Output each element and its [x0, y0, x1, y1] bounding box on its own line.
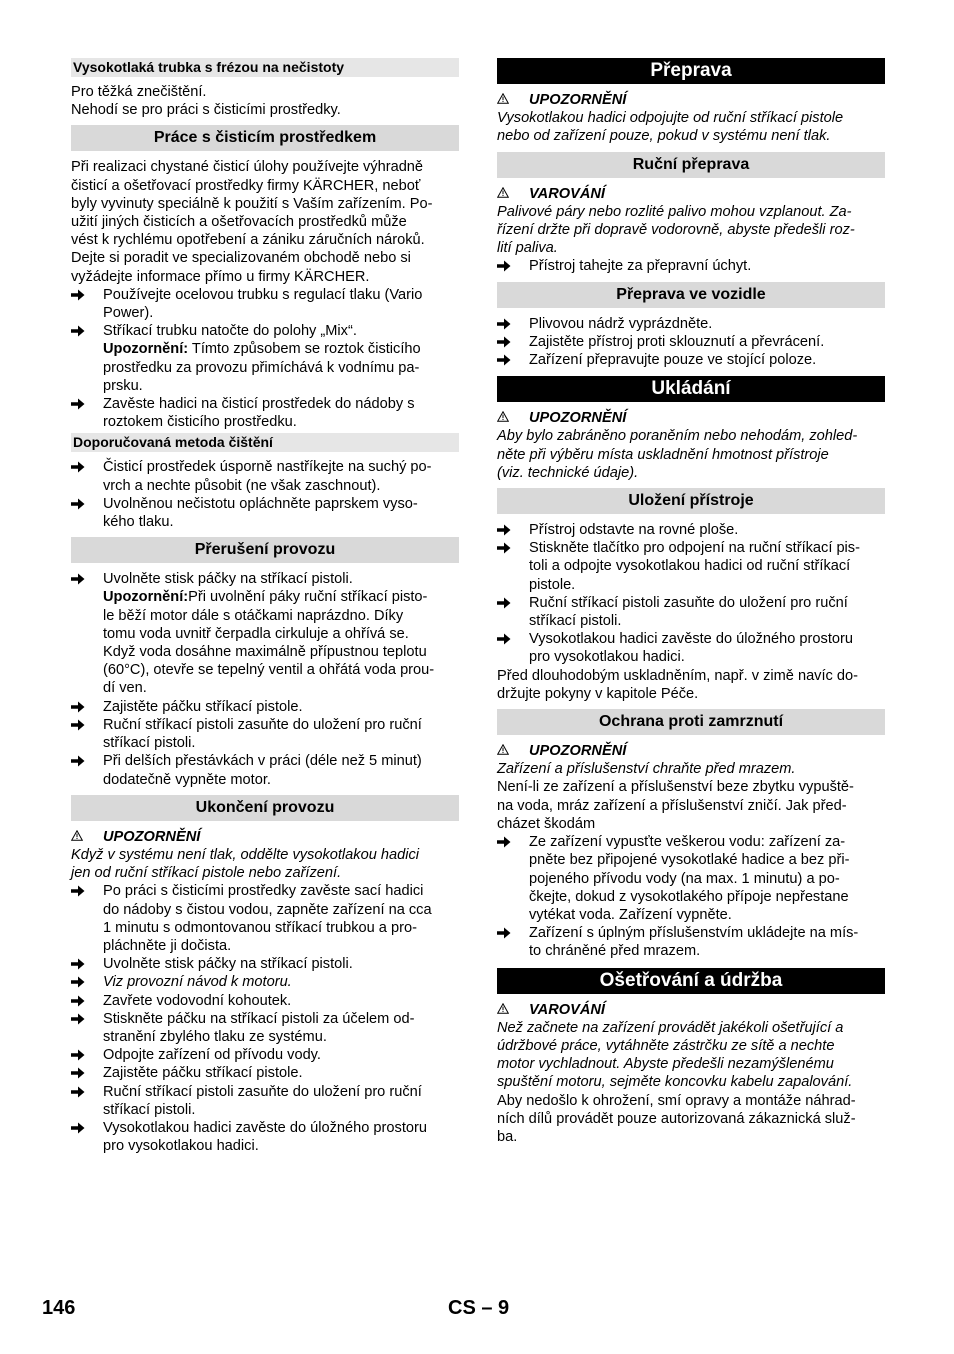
text-line: toli a odpojte vysokotlakou hadici od ruční stříkací — [529, 558, 851, 575]
section-heading: Práce s čisticím prostředkem — [71, 125, 459, 151]
arrow-right-icon — [71, 495, 93, 515]
text-line: Vysokotlakou hadici zavěste do úložného prostoru — [529, 631, 853, 648]
arrow-right-icon — [71, 992, 93, 1012]
text-line: Když v systému není tlak, oddělte vysokotlakou hadici — [71, 846, 419, 863]
paragraph — [497, 203, 885, 258]
text-line: Používejte ocelovou trubku s regulací tlaku (Vario — [103, 286, 423, 303]
text-line: cházet škodám — [497, 815, 596, 832]
section-heading: Uložení přístroje — [497, 488, 885, 514]
arrow-right-icon — [71, 458, 93, 478]
arrow-right-icon — [497, 257, 519, 277]
text-line: Power). — [103, 305, 154, 322]
section-heading: Přeprava ve vozidle — [497, 282, 885, 308]
bullet-item — [497, 257, 885, 275]
text-line: Čisticí prostředek úsporně nastříkejte na suchý po- — [103, 459, 432, 476]
warning-triangle-icon — [497, 1001, 529, 1019]
arrow-right-icon — [497, 924, 519, 944]
bullet-item — [71, 973, 459, 991]
text-line: to chráněné před mrazem. — [529, 943, 701, 960]
text-line: jen od ruční stříkací pistole nebo zařízení. — [71, 865, 342, 882]
warning-label — [497, 185, 885, 203]
note-label: Upozornění: — [103, 589, 189, 606]
note-line — [103, 340, 459, 358]
note-line — [103, 588, 459, 606]
text-line: ba. — [497, 1128, 518, 1145]
text-line: Viz provozní návod k motoru. — [103, 974, 292, 991]
paragraph: Nehodí se pro práci s čisticími prostředky. — [71, 102, 341, 119]
warning-triangle-icon — [497, 742, 529, 760]
note-line: Když voda dosáhne maximálně přípustnou teplotu — [103, 644, 427, 661]
bullet-item — [71, 1010, 459, 1046]
bullet-item — [497, 333, 885, 351]
text-line: Plivovou nádrž vyprázdněte. — [529, 315, 713, 332]
text-line: pláchněte ji dočista. — [103, 937, 232, 954]
arrow-right-icon — [71, 1010, 93, 1030]
arrow-right-icon — [71, 395, 93, 415]
arrow-right-icon — [71, 973, 93, 993]
page-number: 146 — [42, 1297, 76, 1319]
warning-label — [497, 91, 885, 109]
paragraph: Zařízení a příslušenství chraňte před mrazem. — [497, 761, 796, 778]
text-line: kého tlaku. — [103, 514, 174, 531]
text-line: Ruční stříkací pistoli zasuňte do uložení pro ruční — [103, 716, 422, 733]
bullet-item — [71, 752, 459, 788]
text-line: Přístroj tahejte za přepravní úchyt. — [529, 258, 752, 275]
arrow-right-icon — [71, 752, 93, 772]
text-line: vyžádejte informace přímo u firmy KÄRCHER. — [71, 268, 370, 285]
paragraph — [71, 158, 459, 285]
warning-word: UPOZORNĚNÍ — [529, 92, 627, 108]
paragraph — [497, 778, 885, 833]
text-line: Uvolněte stisk páčky na stříkací pistoli. — [103, 571, 353, 588]
subsection-heading: Doporučovaná metoda čištění — [71, 433, 459, 452]
bullet-item — [71, 458, 459, 494]
left-column — [71, 58, 459, 1155]
text-line: vytékat voda. Zařízení vypněte. — [529, 906, 732, 923]
text-line: stříkací pistoli. — [103, 1101, 196, 1118]
text-line: Dejte si poradit ve specializovaném obchodě nebo si — [71, 250, 411, 267]
text-line: motor vychladnout. Abyste předešli nezamýšlenému — [497, 1056, 834, 1073]
text-line: Zajistěte páčku stříkací pistole. — [103, 698, 303, 715]
text-line: dodatečně vypněte motor. — [103, 771, 271, 788]
warning-word: UPOZORNĚNÍ — [529, 410, 627, 427]
arrow-right-icon — [71, 1046, 93, 1066]
text-line: Aby nedošlo k ohrožení, smí opravy a montáže náhrad- — [497, 1092, 856, 1109]
arrow-right-icon — [497, 333, 519, 353]
text-line: stříkací pistoli. — [529, 613, 622, 630]
text-line: Vysokotlakou hadici odpojujte od ruční stříkací pistole — [497, 110, 844, 127]
text-line: Přístroj odstavte na rovné ploše. — [529, 522, 739, 539]
paragraph — [497, 109, 885, 145]
text-line: Ruční stříkací pistoli zasuňte do uložení pro ruční — [529, 594, 848, 611]
note-label: Upozornění: — [103, 341, 189, 358]
text-line: Aby bylo zabráněno poraněním nebo nehodám, zohled- — [497, 428, 858, 445]
warning-word: UPOZORNĚNÍ — [529, 743, 627, 760]
arrow-right-icon — [71, 286, 93, 306]
text-line: Stříkací trubku natočte do polohy „Mix“. — [103, 323, 357, 340]
bullet-item — [497, 521, 885, 539]
text-line: Zajistěte páčku stříkací pistole. — [103, 1065, 303, 1082]
arrow-right-icon — [71, 1083, 93, 1103]
arrow-right-icon — [71, 1064, 93, 1084]
text-line: do nádoby s čistou vodou, zapněte zařízení na cca — [103, 901, 432, 918]
bullet-item — [497, 351, 885, 369]
text-line: Vysokotlakou hadici zavěste do úložného prostoru — [103, 1119, 427, 1136]
note-line: le běží motor dále s otáčkami naprázdno. Díky — [103, 607, 404, 624]
text-line: Než začnete na zařízení provádět jakékoli ošetřující a — [497, 1019, 844, 1036]
note-line: prsku. — [103, 377, 143, 394]
chapter-heading: Ukládání — [497, 376, 885, 402]
bullet-item — [497, 539, 885, 594]
bullet-item — [71, 1083, 459, 1119]
text-line: Stiskněte tlačítko pro odpojení na ruční stříkací pis- — [529, 540, 860, 557]
warning-label — [71, 828, 459, 846]
text-line: Zavěste hadici na čisticí prostředek do nádoby s — [103, 396, 415, 413]
text-line: držujte pokyny v kapitole Péče. — [497, 685, 699, 702]
subsection-heading: Vysokotlaká trubka s frézou na nečistoty — [71, 58, 459, 77]
text-line: Po práci s čisticími prostředky zavěste sací hadici — [103, 883, 424, 900]
chapter-heading: Přeprava — [497, 58, 885, 84]
text-line: Před dlouhodobým uskladněním, např. v zimě navíc do- — [497, 667, 858, 684]
bullet-item — [71, 395, 459, 431]
warning-word: VAROVÁNÍ — [529, 1001, 605, 1018]
section-heading: Přerušení provozu — [71, 537, 459, 563]
text-line: roztokem čisticího prostředku. — [103, 414, 297, 431]
text-line: řízení držte při dopravě vodorovně, abyste předešli roz- — [497, 222, 855, 239]
text-line: údržbové práce, vytáhněte zástrčku ze sítě a nechte — [497, 1037, 835, 1054]
warning-label — [497, 1001, 885, 1019]
right-column — [497, 58, 885, 1146]
text-line: Zařízení přepravujte pouze ve stojící poloze. — [529, 352, 817, 369]
paragraph: Pro těžká znečištění. — [71, 84, 207, 100]
text-line: čkejte, dokud z vysokotlakého přípoje nepřestane — [529, 888, 849, 905]
text-line: Uvolněte stisk páčky na stříkací pistoli. — [103, 956, 353, 973]
text-line: Odpojte zařízení od přívodu vody. — [103, 1047, 321, 1064]
warning-triangle-icon — [497, 409, 529, 427]
language-page-label: CS – 9 — [448, 1297, 510, 1319]
text-line: nebo od zařízení pouze, pokud v systému není tlak. — [497, 128, 831, 145]
text-line: Zařízení s úplným příslušenstvím ukládejte na mís- — [529, 925, 859, 942]
arrow-right-icon — [71, 1119, 93, 1139]
arrow-right-icon — [71, 716, 93, 736]
text-line: Ze zařízení vypusťte veškerou vodu: zařízení za- — [529, 834, 846, 851]
text-line: Při realizaci chystané čisticí úlohy používejte výhradně — [71, 159, 424, 176]
text-line: Stiskněte páčku na stříkací pistoli za účelem od- — [103, 1010, 415, 1027]
paragraph — [497, 1092, 885, 1147]
text-line: Zavřete vodovodní kohoutek. — [103, 992, 292, 1009]
bullet-item — [71, 955, 459, 973]
text-line: Palivové páry nebo rozlité palivo mohou vzplanout. Za- — [497, 203, 852, 220]
bullet-item — [71, 882, 459, 955]
arrow-right-icon — [497, 539, 519, 559]
text-line: ních dílů provádět pouze autorizovaná zákaznická služ- — [497, 1110, 856, 1127]
text-line: pro vysokotlakou hadici. — [529, 649, 685, 666]
text-line: vrch a nechte působit (ne však zaschnout). — [103, 477, 381, 494]
bullet-item — [71, 1064, 459, 1082]
text-line: na voda, mráz zařízení a příslušenství zničí. Jak před- — [497, 797, 847, 814]
bullet-item — [71, 286, 459, 322]
arrow-right-icon — [71, 698, 93, 718]
arrow-right-icon — [497, 351, 519, 371]
warning-label — [497, 742, 885, 760]
text-line: Zajistěte přístroj proti sklouznutí a převrácení. — [529, 333, 825, 350]
text-line: 1 minutu s odmontovanou stříkací trubkou a pro- — [103, 919, 417, 936]
text-line: Uvolněnou nečistotu opláchněte paprskem vyso- — [103, 495, 418, 512]
note-line: (60°C), otevře se tepelný ventil a ohřátá voda prou- — [103, 662, 435, 679]
paragraph — [497, 1019, 885, 1092]
text-line: vést k rychlému opotřebení a zániku záručních nároků. — [71, 232, 425, 249]
section-heading: Ruční přeprava — [497, 152, 885, 178]
text-line: byly vyvinuty speciálně k použití s Vaším zařízením. Po- — [71, 195, 433, 212]
bullet-item — [71, 1119, 459, 1155]
arrow-right-icon — [71, 955, 93, 975]
text-line: něte při výběru místa uskladnění hmotnost přístroje — [497, 446, 829, 463]
section-heading: Ukončení provozu — [71, 795, 459, 821]
bullet-item — [71, 1046, 459, 1064]
bullet-item — [497, 833, 885, 924]
bullet-item — [497, 315, 885, 333]
arrow-right-icon — [71, 882, 93, 902]
text-line: pojeného přívodu vody (na max. 1 minutu) a po- — [529, 870, 840, 887]
text-line: Ruční stříkací pistoli zasuňte do uložení pro ruční — [103, 1083, 422, 1100]
note-line: prostředku za provozu přimíchává k vodnímu pa- — [103, 359, 420, 376]
text-line: Při delších přestávkách v práci (déle než 5 minut) — [103, 753, 422, 770]
text-line: pněte bez připojené vysokotlaké hadice a bez při- — [529, 852, 850, 869]
paragraph — [497, 427, 885, 482]
arrow-right-icon — [497, 594, 519, 614]
arrow-right-icon — [497, 315, 519, 335]
note-line: dí ven. — [103, 680, 147, 697]
bullet-item — [71, 716, 459, 752]
warning-triangle-icon — [497, 185, 529, 203]
text-line: spuštění motoru, sejměte koncovku kabelu zapalování. — [497, 1074, 853, 1091]
note-text: Tímto způsobem se roztok čisticího — [188, 341, 421, 358]
paragraph — [497, 667, 885, 703]
bullet-item — [497, 630, 885, 666]
text-line: stranění zbylého tlaku ze systému. — [103, 1028, 327, 1045]
section-heading: Ochrana proti zamrznutí — [497, 709, 885, 735]
text-line: (viz. technické údaje). — [497, 464, 639, 481]
warning-label — [497, 409, 885, 427]
text-line: stříkací pistoli. — [103, 735, 196, 752]
paragraph — [71, 846, 459, 882]
warning-triangle-icon — [71, 828, 103, 846]
warning-word: VAROVÁNÍ — [529, 185, 605, 202]
warning-triangle-icon — [497, 91, 529, 109]
note-line: tomu voda uvnitř čerpadla cirkuluje a ohřívá se. — [103, 625, 409, 642]
bullet-item — [71, 322, 459, 395]
warning-word: UPOZORNĚNÍ — [103, 828, 201, 845]
bullet-item — [497, 594, 885, 630]
arrow-right-icon — [497, 521, 519, 541]
arrow-right-icon — [71, 322, 93, 342]
note-text: Při uvolnění páky ruční stříkací pisto- — [188, 589, 428, 606]
arrow-right-icon — [497, 630, 519, 650]
bullet-item — [71, 570, 459, 697]
arrow-right-icon — [71, 570, 93, 590]
bullet-item — [497, 924, 885, 960]
text-line: užití jiných čisticích a ošetřovacích prostředků může — [71, 214, 407, 231]
text-line: pistole. — [529, 576, 576, 593]
bullet-item — [71, 992, 459, 1010]
text-line: Není-li ze zařízení a příslušenství beze zbytku vypuště- — [497, 779, 854, 796]
chapter-heading: Ošetřování a údržba — [497, 968, 885, 994]
arrow-right-icon — [497, 833, 519, 853]
text-line: pro vysokotlakou hadici. — [103, 1138, 259, 1155]
text-line: čisticí a ošetřovací prostředky firmy KÄRCHER, neboť — [71, 177, 421, 194]
bullet-item — [71, 698, 459, 716]
bullet-item — [71, 495, 459, 531]
text-line: lití paliva. — [497, 240, 558, 257]
